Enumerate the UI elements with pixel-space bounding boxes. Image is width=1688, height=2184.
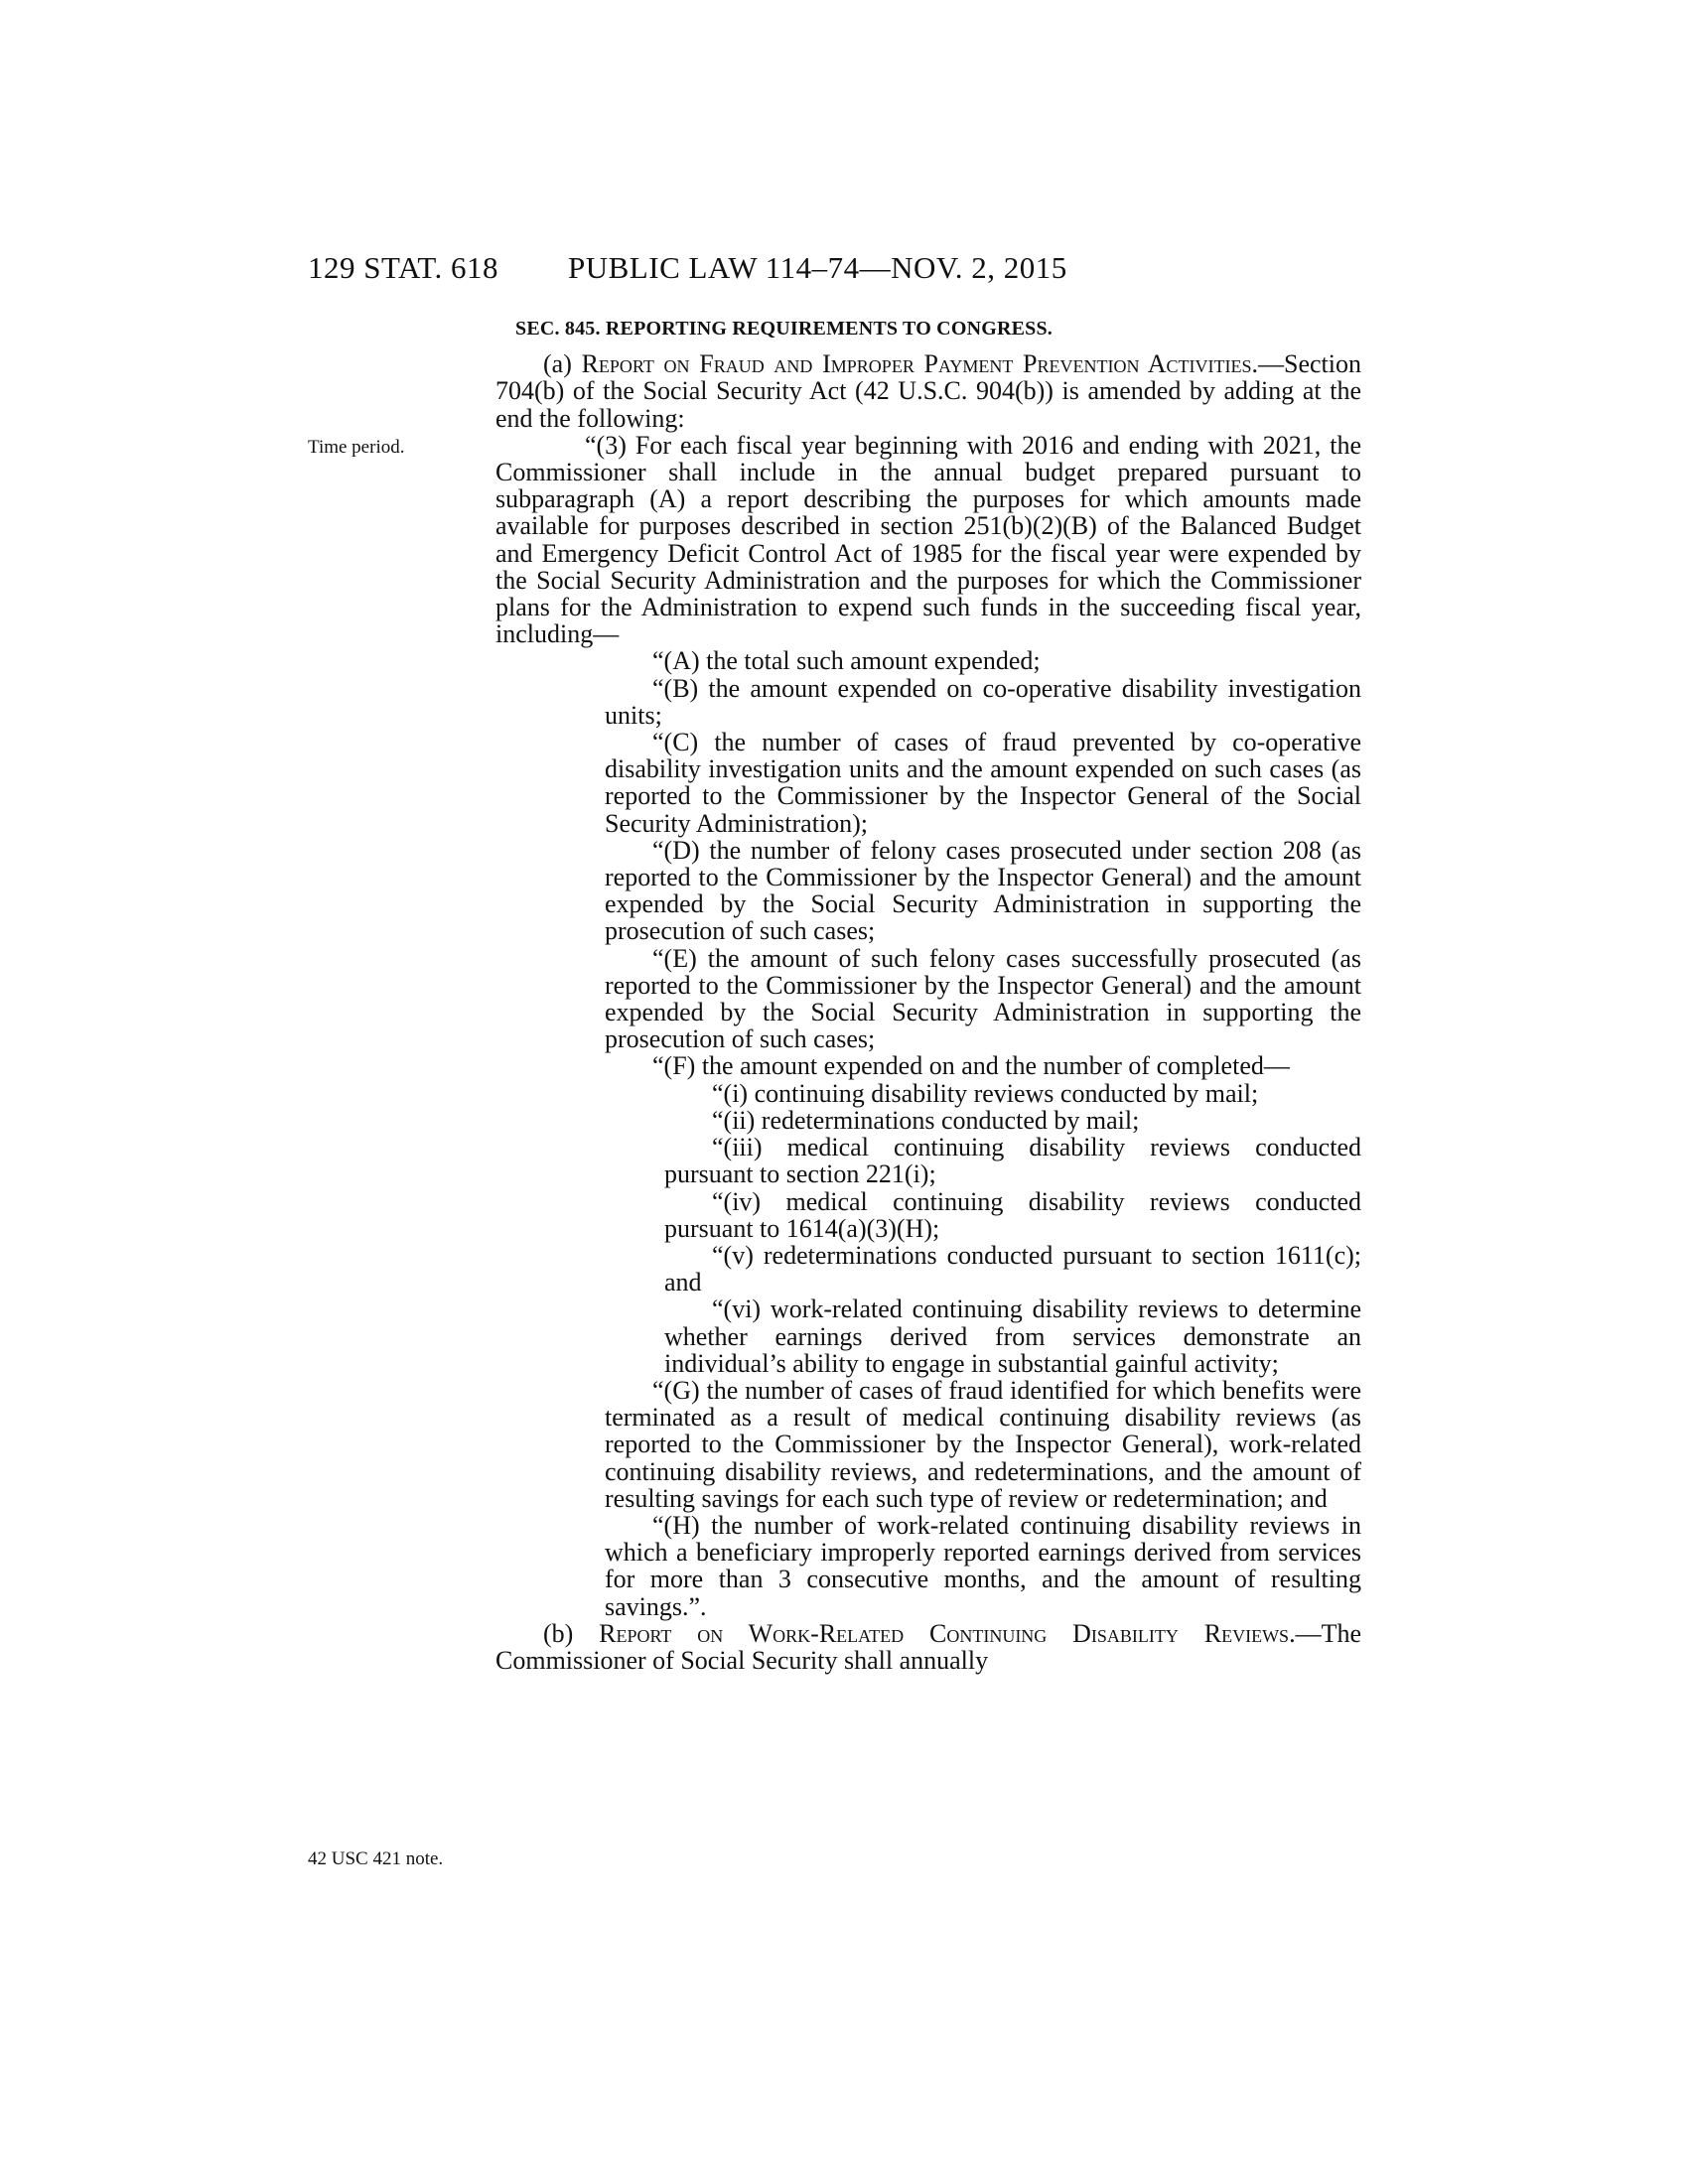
- subsection-b-prefix: (b): [543, 1618, 600, 1648]
- page-reference: 129 STAT. 618: [308, 250, 499, 285]
- item-D: “(D) the number of felony cases prosecuted under section 208 (as reported to the Commissioner by the Inspector General) and the amount expended by the Social Security Administration in supporting the prosecution of such cases;: [605, 835, 1361, 946]
- item-E: “(E) the amount of such felony cases successfully prosecuted (as reported to the Commissioner by the Inspector General) and the amount expended by the Social Security Administration in supporting the prosecution of such cases;: [605, 943, 1361, 1054]
- paragraph-3: “(3) For each fiscal year beginning with 2016 and ending with 2021, the Commissioner shall include in the annual budget prepared pursuant to subparagraph (A) a report describing the purposes for which amounts made available for purposes described in section 251(b)(2)(B) of the Balanced Budget and Emergency Deficit Control Act of 1985 for the fiscal year were expended by the Social Security Administration and the purposes for which the Commissioner plans for the Administration to expend such funds in the succeeding fiscal year, including—: [495, 430, 1361, 649]
- item-F-i: “(i) continuing disability reviews conducted by mail;: [712, 1078, 1259, 1108]
- item-F-iv: “(iv) medical continuing disability reviews conducted pursuant to 1614(a)(3)(H);: [664, 1186, 1361, 1243]
- margin-note-time-period: Time period.: [308, 437, 405, 458]
- item-F-vi: “(vi) work-related continuing disability reviews to determine whether earnings derived from services demonstrate an individual’s ability to engage in substantial gainful activity;: [664, 1295, 1361, 1378]
- item-H: “(H) the number of work-related continuing disability reviews in which a beneficiary improperly reported earnings derived from services for more than 3 consecutive months, and the amount of resulting savings.”.: [605, 1510, 1361, 1621]
- item-B: “(B) the amount expended on co-operative disability investigation units;: [605, 673, 1361, 730]
- subsection-b-text: .—The Commissioner of Social Security shall annually: [495, 1618, 1361, 1675]
- subsection-a-title: Report on Fraud and Improper Payment Prevention Activities: [581, 349, 1252, 379]
- item-F-iii: “(iii) medical continuing disability reviews conducted pursuant to section 221(i);: [664, 1133, 1361, 1189]
- item-C: “(C) the number of cases of fraud prevented by co-operative disability investigation units and the amount expended on such cases (as reported to the Commissioner by the Inspector General of the Social Security Administration);: [605, 728, 1361, 838]
- subsection-b: [495, 1620, 1361, 1674]
- item-F-v: “(v) redeterminations conducted pursuant to section 1611(c); and: [664, 1240, 1361, 1297]
- item-F-ii: “(ii) redeterminations conducted by mail;: [712, 1105, 1140, 1135]
- subsection-b-title: Report on Work-Related Continuing Disability Reviews: [599, 1618, 1290, 1648]
- margin-note-usc: 42 USC 421 note.: [308, 1848, 444, 1869]
- section-heading: SEC. 845. REPORTING REQUIREMENTS TO CONGRESS.: [515, 318, 1054, 340]
- running-header: PUBLIC LAW 114–74—NOV. 2, 2015: [568, 250, 1067, 285]
- section-body: [495, 316, 1361, 1674]
- item-F: “(F) the amount expended on and the number of completed—: [652, 1051, 1290, 1081]
- item-A: “(A) the total such amount expended;: [652, 646, 1041, 676]
- subsection-a-prefix: (a): [543, 349, 582, 379]
- subsection-a: [495, 350, 1361, 432]
- subsection-a-text: .—Section 704(b) of the Social Security Act (42 U.S.C. 904(b)) is amended by adding at the end the following:: [495, 349, 1362, 433]
- item-G: “(G) the number of cases of fraud identified for which benefits were terminated as a result of medical continuing disability reviews (as reported to the Commissioner by the Inspector General), work-related continuing disability reviews, and redeterminations, and the amount of resulting savings for each such type of review or redetermination; and: [605, 1375, 1361, 1513]
